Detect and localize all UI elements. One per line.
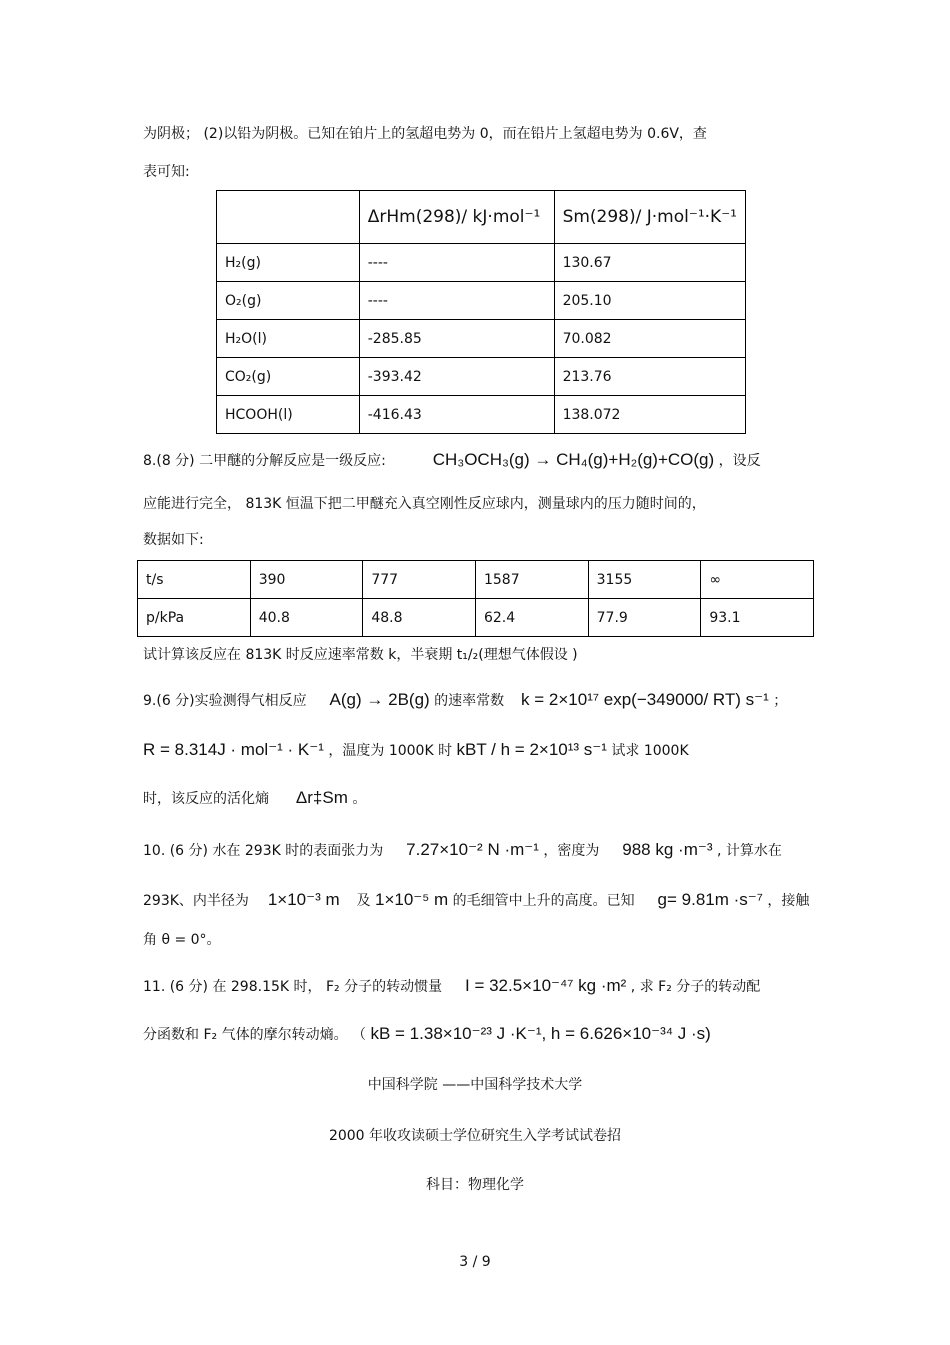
- q10-line2-mid2: 的毛细管中上升的高度。已知: [452, 893, 635, 909]
- q11-tail: , 求 F₂ 分子的转动配: [630, 979, 761, 995]
- q9-kbt-formula: kBT / h = 2×10¹³ s⁻¹: [456, 740, 607, 759]
- q11-constants-formula: kB = 1.38×10⁻²³ J ·K⁻¹, h = 6.626×10⁻³⁴ J ·s): [370, 1024, 711, 1043]
- q10-tail: , 计算水在: [716, 843, 782, 859]
- q8-label: 8.(8 分) 二甲醚的分解反应是一级反应:: [143, 453, 386, 469]
- q8-line1-tail: ，设反: [718, 453, 761, 469]
- footer-subject: 科目：物理化学: [426, 1177, 524, 1193]
- table-cell: 3155: [588, 561, 701, 599]
- table-row: [217, 320, 746, 358]
- q9-tail: ；: [773, 693, 788, 709]
- intro-line-1: 为阴极； (2)以铅为阴极。已知在铂片上的氢超电势为 0，而在铅片上氢超电势为 0.6V，查: [143, 126, 707, 142]
- q9-line3-text: 时，该反应的活化熵: [143, 791, 269, 807]
- table-cell: -416.43: [359, 396, 554, 434]
- q8-line-4: 试计算该反应在 813K 时反应速率常数 k，半衰期 t₁/₂(理想气体假设 ): [143, 647, 578, 663]
- table-cell: 130.67: [554, 244, 745, 282]
- table-cell: 62.4: [475, 599, 588, 637]
- table-cell: H₂(g): [217, 244, 360, 282]
- q10-line2-tail: ，接触: [767, 893, 810, 909]
- table-cell: CO₂(g): [217, 358, 360, 396]
- q10-gravity-formula: g= 9.81m ·s⁻⁷: [657, 890, 763, 909]
- q10-radius2-formula: 1×10⁻⁵ m: [374, 890, 449, 909]
- table-cell: 777: [363, 561, 476, 599]
- table-cell: 138.072: [554, 396, 745, 434]
- table-header-cell: Sm(298)/ J·mol⁻¹·K⁻¹: [554, 191, 745, 244]
- table-cell: 1587: [475, 561, 588, 599]
- table-row: [217, 396, 746, 434]
- table-cell: 213.76: [554, 358, 745, 396]
- q9-line2-mid: ，温度为 1000K 时: [328, 743, 453, 759]
- q9-rate-constant-formula: k = 2×10¹⁷ exp(−349000/ RT) s⁻¹: [521, 690, 769, 709]
- table-cell: 70.082: [554, 320, 745, 358]
- table-cell: ----: [359, 244, 554, 282]
- table-cell: 93.1: [701, 599, 814, 637]
- table-cell: t/s: [138, 561, 251, 599]
- q10-label: 10. (6 分) 水在 293K 时的表面张力为: [143, 843, 384, 859]
- q8-line-1: [143, 450, 761, 471]
- table-row: [138, 561, 814, 599]
- table-cell: HCOOH(l): [217, 396, 360, 434]
- table-row: [138, 599, 814, 637]
- q11-line-1: [143, 976, 760, 997]
- table-cell: 48.8: [363, 599, 476, 637]
- table-row: [217, 282, 746, 320]
- footer-school: 中国科学院 ——中国科学技术大学: [367, 1077, 583, 1093]
- table-cell: 205.10: [554, 282, 745, 320]
- thermo-data-table: [216, 190, 746, 434]
- table-cell: ∞: [701, 561, 814, 599]
- table-header-row: [217, 191, 746, 244]
- q9-line2-tail: 试求 1000K: [611, 743, 689, 759]
- table-cell: 40.8: [250, 599, 363, 637]
- table-cell: O₂(g): [217, 282, 360, 320]
- table-cell: ----: [359, 282, 554, 320]
- q10-line-2: [143, 890, 809, 911]
- q10-mid: ，密度为: [543, 843, 600, 859]
- table-cell: 77.9: [588, 599, 701, 637]
- page-number: 3 / 9: [459, 1254, 491, 1270]
- table-cell: 390: [250, 561, 363, 599]
- q8-reaction-formula: CH₃OCH₃(g) → CH₄(g)+H₂(g)+CO(g): [432, 450, 715, 469]
- q9-line3-tail: 。: [352, 791, 367, 807]
- q9-reaction: A(g) → 2B(g): [329, 690, 430, 709]
- pressure-time-table: [137, 560, 814, 637]
- q10-line2-mid: 及: [356, 893, 371, 909]
- q10-line-1: [143, 840, 782, 861]
- q10-surface-tension-formula: 7.27×10⁻² N ·m⁻¹: [406, 840, 539, 859]
- table-cell: p/kPa: [138, 599, 251, 637]
- footer-exam-title: 2000 年收攻读硕士学位研究生入学考试试卷招: [328, 1128, 622, 1144]
- table-cell: H₂O(l): [217, 320, 360, 358]
- q11-line2-text: 分函数和 F₂ 气体的摩尔转动熵。 （: [143, 1027, 367, 1043]
- table-header-cell: ΔrHm(298)/ kJ·mol⁻¹: [359, 191, 554, 244]
- intro-line-2: 表可知:: [143, 164, 190, 180]
- q11-inertia-formula: I = 32.5×10⁻⁴⁷ kg ·m²: [465, 976, 627, 995]
- table-row: [217, 244, 746, 282]
- q9-line-3: [143, 788, 366, 809]
- q8-line-3: 数据如下:: [143, 532, 204, 548]
- table-cell: -285.85: [359, 320, 554, 358]
- q9-line-1: [143, 690, 787, 711]
- activation-entropy-symbol: Δr‡Sm: [295, 788, 348, 807]
- q10-line2-text: 293K、内半径为: [143, 893, 249, 909]
- q10-density-formula: 988 kg ·m⁻³: [622, 840, 713, 859]
- q11-line-2: [143, 1024, 711, 1045]
- q10-radius1-formula: 1×10⁻³ m: [267, 890, 340, 909]
- q8-line-2: 应能进行完全， 813K 恒温下把二甲醚充入真空刚性反应球内，测量球内的压力随时间的，: [143, 496, 706, 512]
- table-row: [217, 358, 746, 396]
- q10-line-3: 角 θ = 0°。: [143, 932, 221, 948]
- q11-label: 11. (6 分) 在 298.15K 时， F₂ 分子的转动惯量: [143, 979, 443, 995]
- table-header-cell: [217, 191, 360, 244]
- table-cell: -393.42: [359, 358, 554, 396]
- q9-label: 9.(6 分)实验测得气相反应: [143, 693, 307, 709]
- q9-line-2: [143, 740, 689, 761]
- q9-mid: 的速率常数: [434, 693, 505, 709]
- q9-gas-constant-formula: R = 8.314J · mol⁻¹ · K⁻¹: [143, 740, 324, 759]
